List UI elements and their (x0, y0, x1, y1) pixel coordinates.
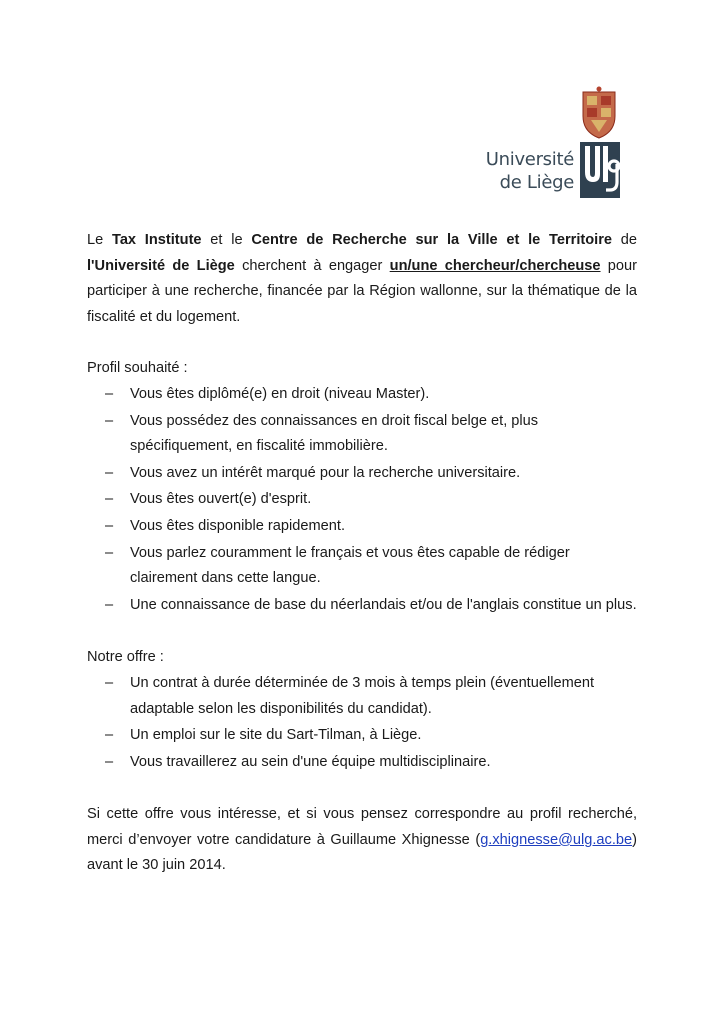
profile-heading: Profil souhaité : (87, 360, 188, 377)
list-item: – Vous êtes disponible rapidement. (87, 514, 637, 540)
list-item: – Un contrat à durée déterminée de 3 mois à temps plein (éventuellement adaptable selon les disponibilités du candidat). (87, 671, 637, 722)
list-item: – Vous êtes diplômé(e) en droit (niveau Master). (87, 382, 637, 408)
list-item: – Vous avez un intérêt marqué pour la recherche universitaire. (87, 461, 637, 487)
org-research-centre: Centre de Recherche sur la Ville et le Territoire (251, 232, 612, 248)
list-item: – Vous possédez des connaissances en droit fiscal belge et, plus spécifiquement, en fiscalité immobilière. (87, 409, 637, 460)
list-item: – Vous travaillerez au sein d'une équipe multidisciplinaire. (87, 750, 637, 776)
intro-text-2: et le (201, 232, 252, 248)
org-university: l'Université de Liège (87, 257, 235, 274)
crest-icon (583, 87, 615, 139)
job-posting (87, 228, 637, 879)
logo-line-1: Université (485, 149, 574, 170)
closing-text-1: Si cette offre vous intéresse, et si vous pensez correspondre au profil recherché, merci d’envoyer votre candidature à Guillaume Xhignesse ( (87, 806, 637, 848)
intro-text-5: pour participer à une recherche, financée par la Région wallonne, sur la thématique de la fiscalité et du logement. (87, 257, 637, 325)
list-item: – Vous êtes ouvert(e) d'esprit. (87, 487, 637, 513)
offer-list (87, 671, 637, 775)
logo-line-2: de Liège (499, 172, 574, 193)
university-logo (482, 86, 642, 202)
offer-heading: Notre offre : (87, 649, 164, 666)
list-item: – Un emploi sur le site du Sart-Tilman, à Liège. (87, 723, 637, 749)
closing-text-2: ) avant le 30 juin 2014. (87, 831, 637, 874)
logo-wordmark (482, 148, 574, 194)
intro-paragraph (87, 228, 637, 330)
list-item: – Une connaissance de base du néerlandais et/ou de l'anglais constitue un plus. (87, 593, 637, 619)
intro-text-3: de (612, 232, 637, 248)
ulg-mark (576, 86, 622, 200)
intro-text-1: Le (87, 232, 112, 248)
contact-email-link[interactable]: g.xhignesse@ulg.ac.be (480, 831, 633, 848)
position-title: un/une chercheur/chercheuse (389, 257, 601, 274)
profile-list (87, 382, 637, 618)
list-item: – Vous parlez couramment le français et vous êtes capable de rédiger clairement dans cette langue. (87, 541, 637, 592)
closing-paragraph (87, 802, 637, 879)
org-tax-institute: Tax Institute (111, 232, 202, 248)
intro-text-4: cherchent à engager (234, 257, 390, 274)
